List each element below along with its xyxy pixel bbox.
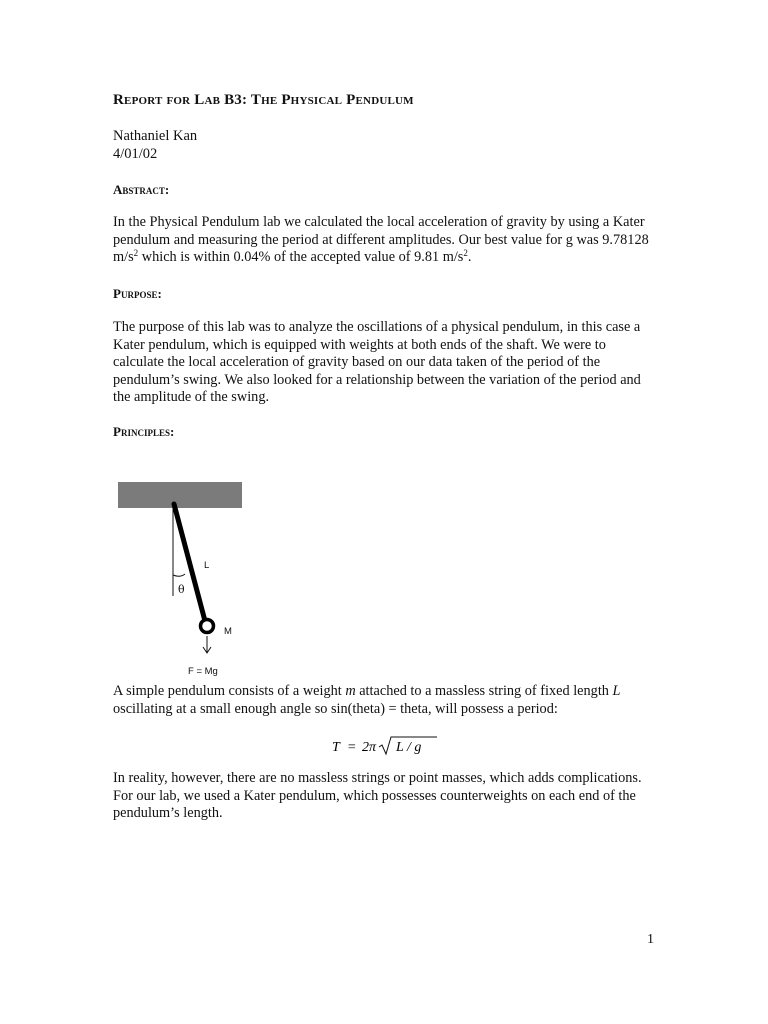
report-date: 4/01/02	[113, 146, 158, 162]
page-number: 1	[647, 932, 654, 947]
angle-arc	[173, 574, 185, 576]
pendulum-diagram	[110, 478, 260, 678]
equation-equals: =	[347, 740, 357, 755]
abstract-heading: Abstract:	[113, 182, 170, 197]
pendulum-text-1: A simple pendulum consists of a weight	[113, 683, 346, 699]
equation-coefficient: 2π	[362, 740, 377, 755]
abstract-text-3: .	[467, 249, 472, 265]
length-label: L	[204, 560, 210, 571]
report-title: Report for Lab B3: The Physical Pendulum	[113, 92, 414, 108]
length-variable: L	[612, 683, 621, 699]
equation-lhs: T	[332, 740, 340, 755]
abstract-superscript-1: 2	[133, 248, 139, 258]
reality-paragraph: In reality, however, there are no massless strings or point masses, which adds complications. For our lab, we used a Kater pendulum, which possesses counterweights on each end of the pendulum’s length.	[113, 770, 642, 821]
pendulum-rod	[174, 504, 205, 621]
author-name: Nathaniel Kan	[113, 128, 198, 144]
pendulum-text-2: attached to a massless string of fixed length	[355, 683, 613, 699]
abstract-text-2: which is within 0.04% of the accepted value of 9.81 m/s	[138, 249, 464, 265]
abstract-text-1: In the Physical Pendulum lab we calculated the local acceleration of gravity by using a Kater pendulum and measuring the period at different amplitudes. Our best value for g was 9.78128 m/s	[113, 214, 649, 265]
period-equation	[330, 736, 450, 758]
mass-label: M	[224, 626, 232, 637]
equation-radicand: L / g	[396, 740, 422, 755]
mass-variable: m	[345, 683, 356, 699]
purpose-paragraph: The purpose of this lab was to analyze the oscillations of a physical pendulum, in this case a Kater pendulum, which is equipped with weights at both ends of the shaft. We were to calculate the local acceleration of gravity based on our data taken of the period of the pendulum’s swing. We also looked for a relationship between the variation of the period and the amplitude of the swing.	[113, 319, 641, 405]
simple-pendulum-paragraph	[113, 683, 653, 718]
abstract-paragraph	[113, 214, 653, 267]
abstract-superscript-2: 2	[463, 248, 468, 258]
pendulum-bob	[201, 620, 214, 633]
pendulum-text-3: oscillating at a small enough angle so sin(theta) = theta, will possess a period:	[113, 700, 558, 717]
force-label: F = Mg	[188, 666, 218, 677]
ceiling-support	[118, 482, 242, 508]
angle-label: θ	[178, 583, 185, 596]
purpose-heading: Purpose:	[113, 286, 162, 301]
principles-heading: Principles:	[113, 424, 175, 439]
